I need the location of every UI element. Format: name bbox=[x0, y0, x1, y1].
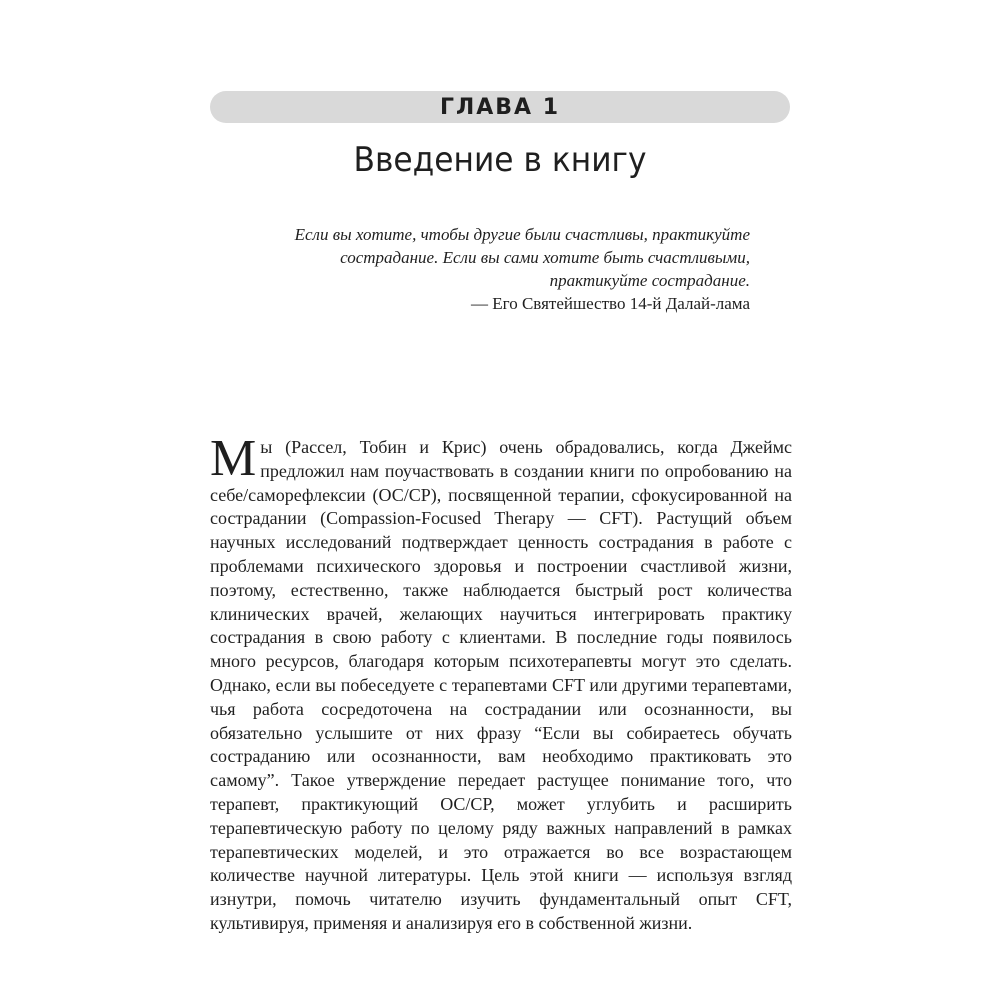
epigraph-attribution: — Его Святейшество 14-й Далай-лама bbox=[471, 294, 750, 313]
drop-cap: М bbox=[210, 430, 257, 487]
epigraph-line: Если вы хотите, чтобы другие были счастливы, практикуйте bbox=[294, 225, 750, 244]
epigraph bbox=[250, 223, 750, 315]
body-paragraph bbox=[210, 430, 792, 936]
epigraph-line: практикуйте сострадание. bbox=[549, 271, 750, 290]
epigraph-line: сострадание. Если вы сами хотите быть счастливыми, bbox=[340, 248, 750, 267]
body-paragraph-text: ы (Рассел, Тобин и Крис) очень обрадовались, когда Джеймс предложил нам поучаствовать в создании книги по опробованию на себе/саморефлексии (ОС/СР), посвященной терапии, сфокусированной на сострадании (Compassion-Focused Therapy — CFT). Растущий объем научных исследований подтверждает ценность сострадания в работе с проблемами психического здоровья и построении счастливой жизни, поэтому, естественно, также наблюдается быстрый рост количества клинических врачей, желающих научиться интегрировать практику сострадания в свою работу с клиентами. В последние годы появилось много ресурсов, благодаря которым психотерапевты могут это сделать. Однако, если вы побеседуете с терапевтами CFT или другими терапевтами, чья работа сосредоточена на сострадании или осознанности, вы обязательно услышите от них фразу “Если вы собираетесь обучать состраданию или осознанности, вам необходимо практиковать это самому”. Такое утверждение передает растущее понимание того, что терапевт, практикующий ОС/СР, может углубить и расширить терапевтическую работу по целому ряду важных направлений в рамках терапевтических моделей, и это отражается во все возрастающем количестве научной литературы. Цель этой книги — используя взгляд изнутри, помочь читателю изучить фундаментальный опыт CFT, культивируя, применяя и анализируя его в собственной жизни. bbox=[210, 437, 792, 933]
chapter-label: ГЛАВА 1 bbox=[439, 94, 561, 120]
chapter-header-bar bbox=[210, 91, 790, 123]
chapter-title: Введение в книгу bbox=[353, 140, 647, 180]
